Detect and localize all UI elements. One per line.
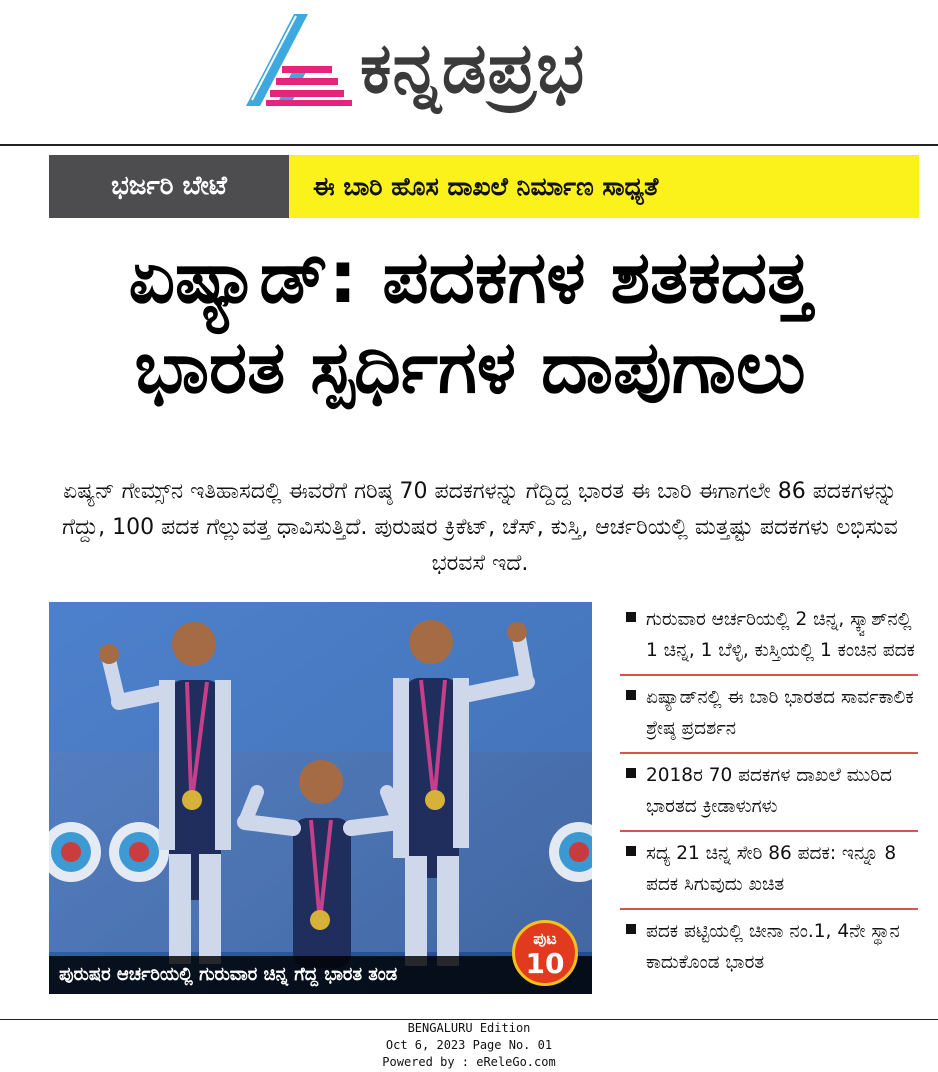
page-reference-badge bbox=[512, 920, 578, 986]
headline-line-1: ಏಷ್ಯಾಡ್: ಪದಕಗಳ ಶತಕದತ್ತ bbox=[128, 235, 812, 319]
date-page-label: Oct 6, 2023 Page No. 01 bbox=[385, 1038, 553, 1052]
headline bbox=[30, 232, 910, 412]
logo-icon bbox=[246, 14, 356, 110]
bullet-square-icon bbox=[626, 690, 636, 700]
kicker-strip bbox=[49, 155, 919, 218]
list-item bbox=[620, 754, 918, 832]
page-badge-number: 10 bbox=[525, 947, 565, 980]
page-badge-label: ಪುಟ bbox=[533, 929, 557, 948]
powered-by-label: Powered by : eReleGo.com bbox=[382, 1055, 556, 1069]
headline-line-2: ಭಾರತ ಸ್ಪರ್ಧಿಗಳ ದಾಪುಗಾಲು bbox=[134, 325, 806, 409]
photo-caption: ಪುರುಷರ ಆರ್ಚರಿಯಲ್ಲಿ ಗುರುವಾರ ಚಿನ್ನ ಗೆದ್ದ ಭಾರತ ತಂಡ bbox=[49, 956, 592, 994]
list-item bbox=[620, 676, 918, 754]
list-item-text: ಪದಕ ಪಟ್ಟಿಯಲ್ಲಿ ಚೀನಾ ನಂ.1, 4ನೇ ಸ್ಥಾನ ಕಾದುಕೊಂಡ ಭಾರತ bbox=[646, 921, 900, 973]
edition-label: BENGALURU Edition bbox=[407, 1021, 531, 1035]
masthead-divider bbox=[0, 144, 938, 146]
bullet-square-icon bbox=[626, 924, 636, 934]
archers-photo-illustration bbox=[49, 602, 592, 994]
bullet-square-icon bbox=[626, 846, 636, 856]
list-item-text: ಗುರುವಾರ ಆರ್ಚರಿಯಲ್ಲಿ 2 ಚಿನ್ನ, ಸ್ಕ್ವಾಶ್‌ನಲ್ಲಿ 1 ಚಿನ್ನ, 1 ಬೆಳ್ಳಿ, ಕುಸ್ತಿಯಲ್ಲಿ 1 ಕಂಚಿನ ಪದಕ bbox=[646, 609, 915, 661]
brand-name: ಕನ್ನಡಪ್ರಭ bbox=[360, 27, 586, 109]
list-item-text: ಸದ್ಯ 21 ಚಿನ್ನ ಸೇರಿ 86 ಪದಕ: ಇನ್ನೂ 8 ಪದಕ ಸಿಗುವುದು ಖಚಿತ bbox=[646, 843, 897, 895]
footer bbox=[0, 1020, 938, 1071]
lead-paragraph: ಏಷ್ಯನ್ ಗೇಮ್ಸ್‌ನ ಇತಿಹಾಸದಲ್ಲಿ ಈವರೆಗೆ ಗರಿಷ್ಠ 70 ಪದಕಗಳನ್ನು ಗೆದ್ದಿದ್ದ ಭಾರತ ಈ ಬಾರಿ ಈಗಾಗಲೇ 86 ಪದಕಗಳನ್ನು ಗೆದ್ದು, 100 ಪದಕ ಗೆಲ್ಲುವತ್ತ ಧಾವಿಸುತ್ತಿದೆ. ಪುರುಷರ ಕ್ರಿಕೆಟ್, ಚೆಸ್, ಕುಸ್ತಿ, ಆರ್ಚರಿಯಲ್ಲಿ ಮತ್ತಷ್ಟು ಪದಕಗಳು ಲಭಿಸುವ ಭರವಸೆ ಇದೆ. bbox=[62, 479, 898, 576]
list-item-text: ಏಷ್ಯಾಡ್‌ನಲ್ಲಿ ಈ ಬಾರಿ ಭಾರತದ ಸಾರ್ವಕಾಲಿಕ ಶ್ರೇಷ್ಠ ಪ್ರದರ್ಶನ bbox=[646, 687, 914, 739]
list-item-text: 2018ರ 70 ಪದಕಗಳ ದಾಖಲೆ ಮುರಿದ ಭಾರತದ ಕ್ರೀಡಾಳುಗಳು bbox=[646, 765, 892, 817]
kicker-text: ಈ ಬಾರಿ ಹೊಸ ದಾಖಲೆ ನಿರ್ಮಾಣ ಸಾಧ್ಯತೆ bbox=[289, 155, 919, 218]
bullet-square-icon bbox=[626, 612, 636, 622]
list-item bbox=[620, 910, 918, 986]
news-photo bbox=[49, 602, 592, 994]
masthead bbox=[0, 0, 938, 144]
kicker-tag: ಭರ್ಜರಿ ಬೇಟೆ bbox=[49, 155, 289, 218]
bullet-square-icon bbox=[626, 768, 636, 778]
highlights-list bbox=[620, 598, 918, 986]
list-item bbox=[620, 832, 918, 910]
list-item bbox=[620, 598, 918, 676]
